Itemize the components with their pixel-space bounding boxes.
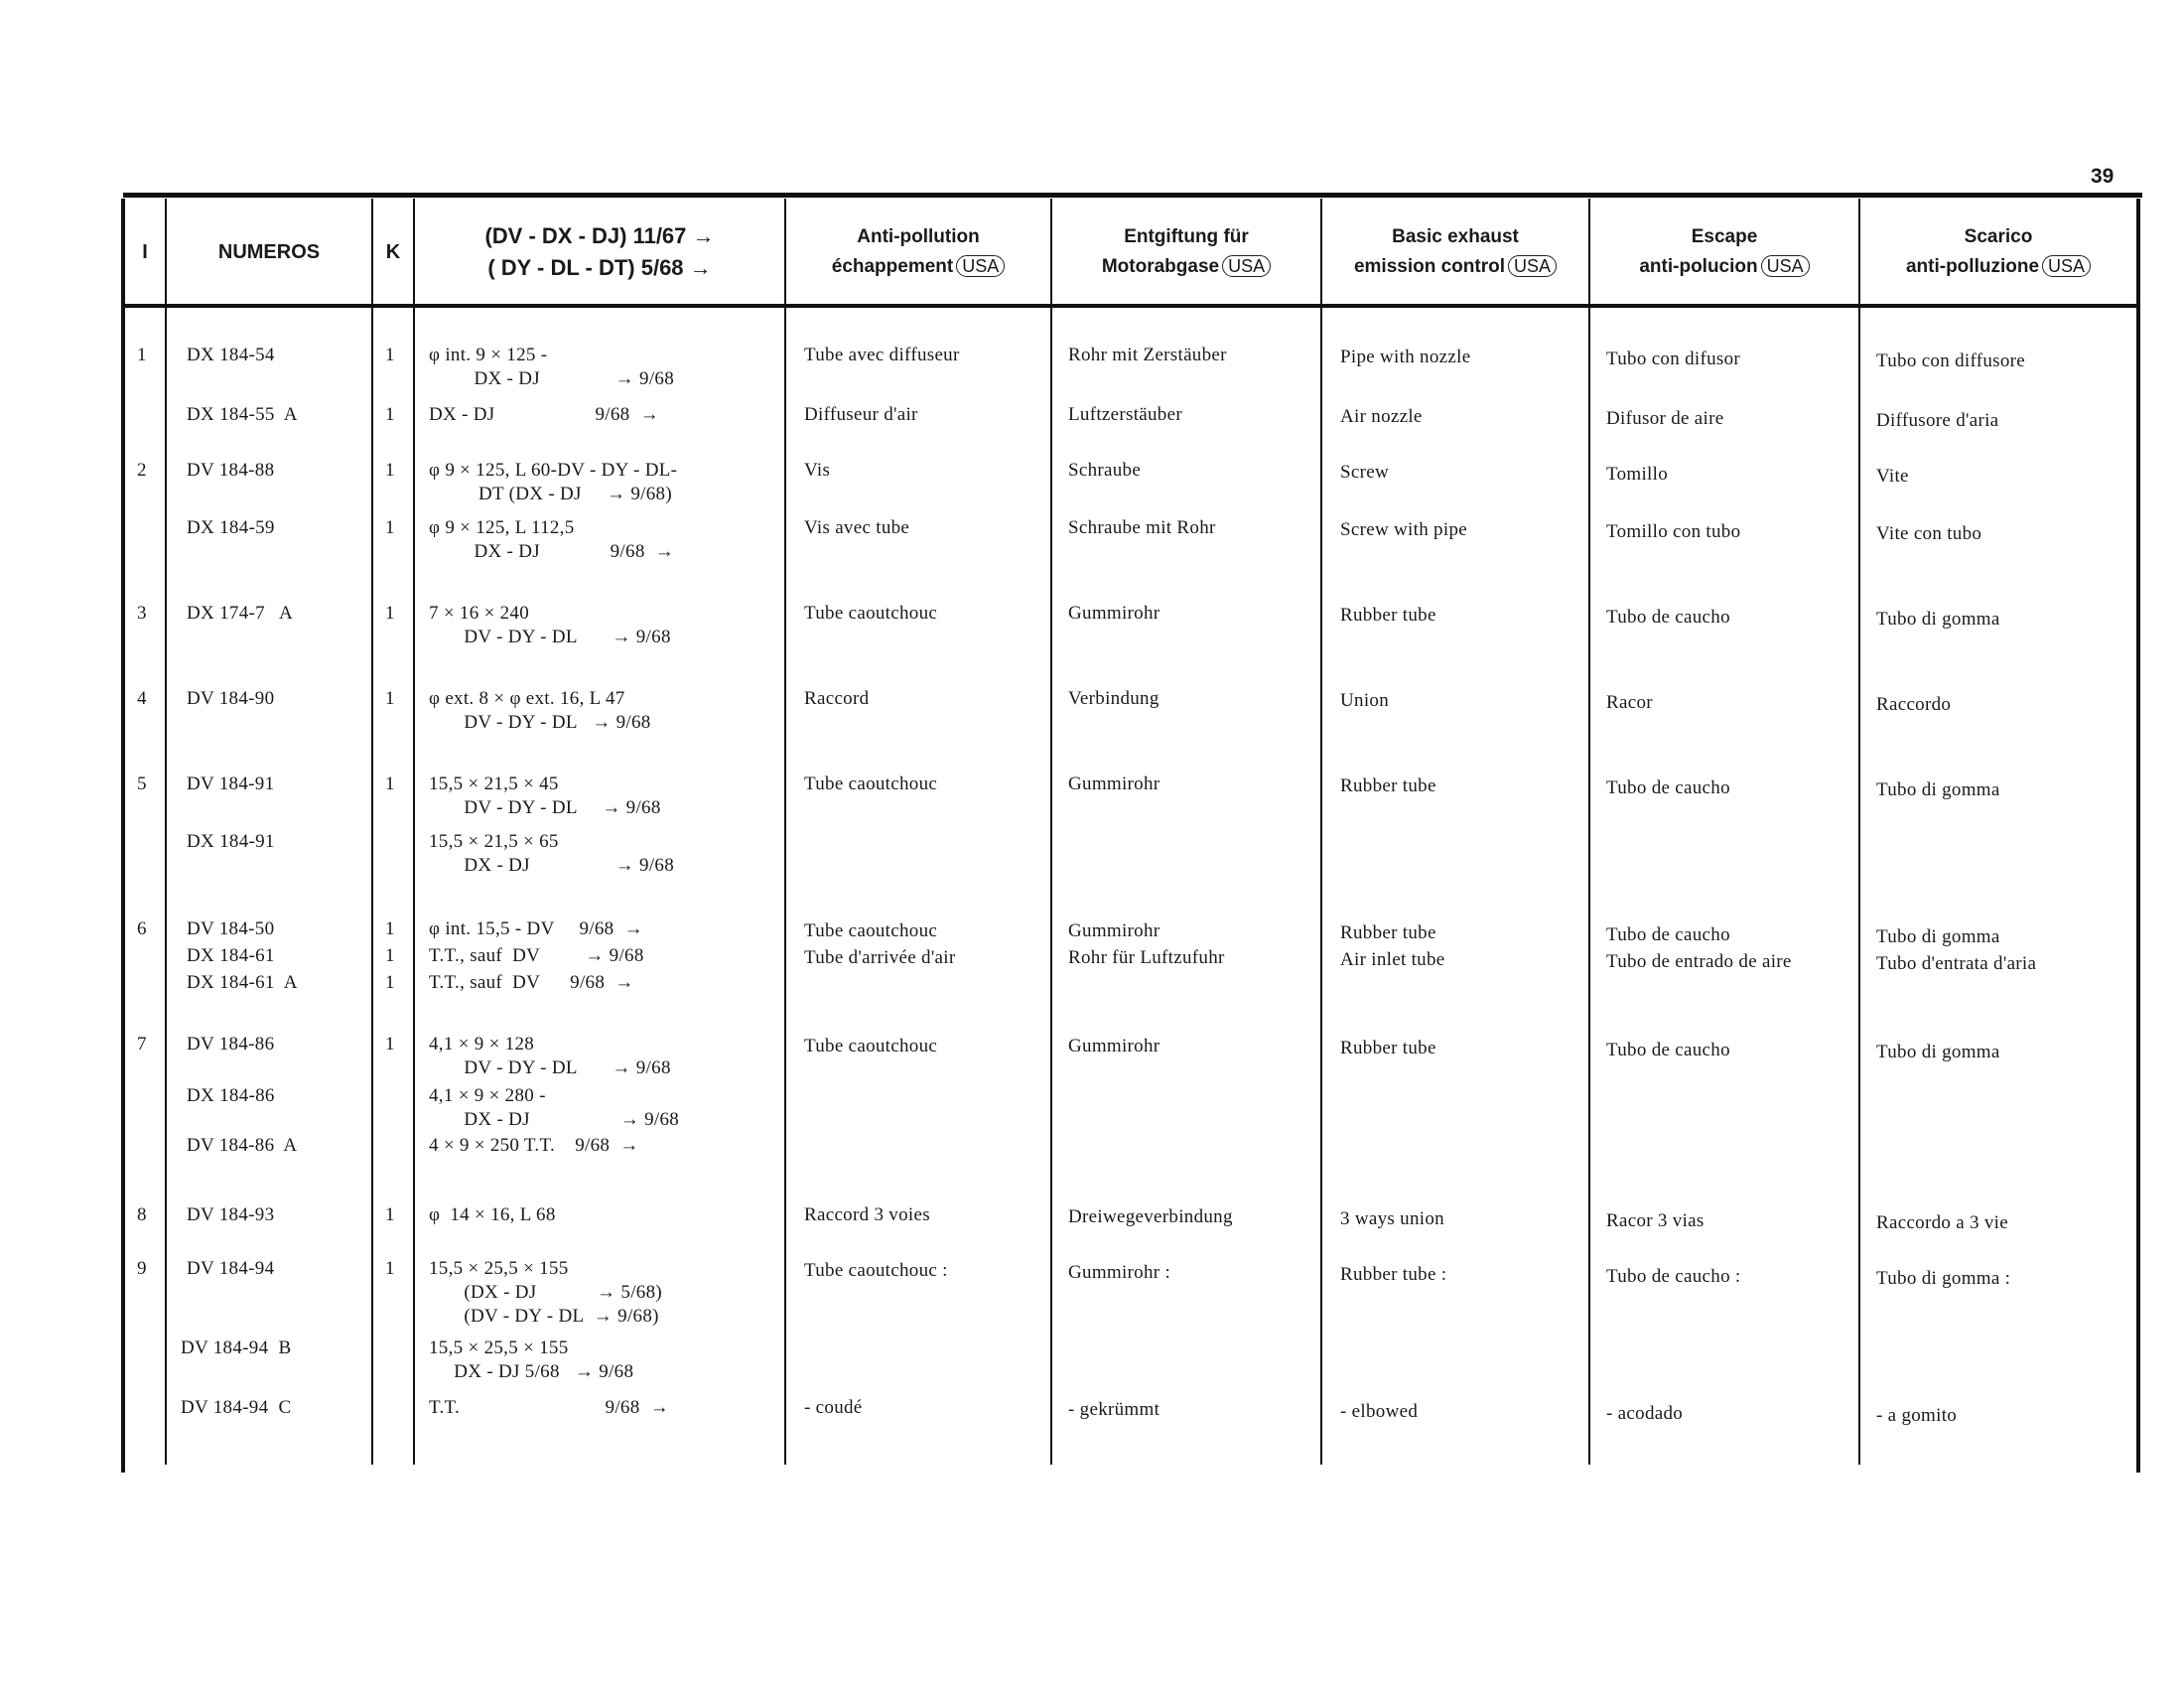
row-desc-line: φ ext. 8 × φ ext. 16, L 47 (429, 688, 625, 709)
header-italian: Scarico anti-polluzione USA (1860, 205, 2136, 300)
row-desc-line: T.T., sauf DV 9/68 → (429, 972, 634, 993)
part-number: DV 184-86 (187, 1034, 275, 1055)
row-french: Tube d'arrivée d'air (804, 947, 956, 968)
row-spanish: Tubo con difusor (1606, 349, 1740, 369)
row-english: Air nozzle (1340, 406, 1423, 427)
header-k: K (385, 241, 401, 263)
part-number: DX 184-61 (187, 945, 275, 966)
row-italian: Tubo d'entrata d'aria (1876, 953, 2037, 974)
row-italian: Raccordo (1876, 694, 1952, 715)
row-italian: Tubo con diffusore (1876, 351, 2026, 371)
row-german: Schraube mit Rohr (1068, 517, 1216, 538)
page-number: 39 (2091, 165, 2115, 188)
row-spanish: Racor (1606, 692, 1653, 713)
column-divider (1858, 199, 1860, 1465)
header-bottom-rule (125, 304, 2138, 308)
row-italian: Vite (1876, 466, 1909, 487)
row-spanish: Tubo de caucho (1606, 607, 1730, 628)
row-desc-line: 15,5 × 21,5 × 65 (429, 831, 559, 852)
row-desc-line: 7 × 16 × 240 (429, 603, 530, 624)
part-number: DV 184-94 (187, 1258, 275, 1279)
row-desc-line: DV - DY - DL → 9/68 (429, 1057, 671, 1078)
row-index: 6 (137, 918, 147, 939)
row-italian: Tubo di gomma (1876, 779, 2000, 800)
row-desc-line: φ 9 × 125, L 60-DV - DY - DL- (429, 460, 678, 481)
row-italian: Diffusore d'aria (1876, 410, 1999, 431)
row-desc-line: φ int. 9 × 125 - (429, 345, 548, 365)
row-qty: 1 (385, 603, 395, 624)
row-french: Vis avec tube (804, 517, 910, 538)
row-desc-line: 15,5 × 21,5 × 45 (429, 774, 559, 794)
usa-badge: USA (1508, 255, 1557, 277)
part-number: DX 184-59 (187, 517, 275, 538)
row-spanish: Tubo de caucho (1606, 924, 1730, 945)
row-french: Tube avec diffuseur (804, 345, 960, 365)
row-spanish: Tubo de caucho (1606, 777, 1730, 798)
row-english: Pipe with nozzle (1340, 347, 1471, 367)
column-divider (165, 199, 167, 1465)
row-english: Air inlet tube (1340, 949, 1445, 970)
row-spanish: Difusor de aire (1606, 408, 1724, 429)
row-german: Rohr für Luftzufuhr (1068, 947, 1225, 968)
part-number: DX 184-54 (187, 345, 275, 365)
row-desc-line: DX - DJ 9/68 → (429, 541, 675, 562)
part-number: DX 184-91 (187, 831, 275, 852)
column-divider (1050, 199, 1052, 1465)
row-spanish: Tubo de caucho : (1606, 1266, 1741, 1287)
row-spanish: Tomillo (1606, 464, 1668, 485)
row-index: 9 (137, 1258, 147, 1279)
part-number: DX 174-7 A (187, 603, 294, 624)
row-desc-line: 15,5 × 25,5 × 155 (429, 1337, 569, 1358)
row-desc-line: DV - DY - DL → 9/68 (429, 627, 671, 647)
part-number: DX 184-61 A (187, 972, 298, 993)
row-french: Tube caoutchouc (804, 920, 938, 941)
row-index: 5 (137, 774, 147, 794)
row-desc-line: DX - DJ → 9/68 (429, 855, 675, 876)
row-qty: 1 (385, 945, 395, 966)
row-german: Gummirohr (1068, 603, 1160, 624)
row-french: Raccord (804, 688, 870, 709)
row-qty: 1 (385, 918, 395, 939)
row-english: - elbowed (1340, 1401, 1419, 1422)
row-italian: Tubo di gomma : (1876, 1268, 2011, 1289)
row-french: - coudé (804, 1397, 863, 1418)
row-french: Diffuseur d'air (804, 404, 918, 425)
row-french: Tube caoutchouc (804, 603, 938, 624)
row-index: 8 (137, 1204, 147, 1225)
row-italian: Tubo di gomma (1876, 926, 2000, 947)
row-index: 1 (137, 345, 147, 365)
row-index: 3 (137, 603, 147, 624)
table-left-border (121, 199, 125, 1473)
table-top-rule (123, 193, 2142, 198)
row-qty: 1 (385, 517, 395, 538)
column-divider (371, 199, 373, 1465)
row-spanish: - acodado (1606, 1403, 1684, 1424)
row-desc-line: 4 × 9 × 250 T.T. 9/68 → (429, 1135, 639, 1156)
row-english: Rubber tube (1340, 605, 1436, 626)
part-number: DV 184-86 A (187, 1135, 298, 1156)
part-number: DV 184-94 B (181, 1337, 292, 1358)
row-german: - gekrümmt (1068, 1399, 1160, 1420)
row-french: Raccord 3 voies (804, 1204, 930, 1225)
header-index: I (142, 241, 148, 263)
part-number: DV 184-94 C (181, 1397, 292, 1418)
usa-badge: USA (2042, 255, 2091, 277)
row-index: 4 (137, 688, 147, 709)
row-english: Union (1340, 690, 1389, 711)
usa-badge: USA (956, 255, 1005, 277)
row-german: Gummirohr : (1068, 1262, 1171, 1283)
row-qty: 1 (385, 1258, 395, 1279)
row-desc-line: DX - DJ 5/68 → 9/68 (429, 1361, 634, 1382)
row-desc-line: DV - DY - DL → 9/68 (429, 712, 651, 733)
row-qty: 1 (385, 404, 395, 425)
column-divider (1320, 199, 1322, 1465)
row-english: Rubber tube (1340, 922, 1436, 943)
row-desc-line: DX - DJ → 9/68 (429, 368, 675, 389)
row-german: Dreiwegeverbindung (1068, 1206, 1233, 1227)
row-english: Rubber tube (1340, 775, 1436, 796)
table-right-border (2136, 199, 2140, 1473)
row-french: Tube caoutchouc (804, 1036, 938, 1056)
header-german: Entgiftung für Motorabgase USA (1052, 205, 1320, 300)
row-spanish: Racor 3 vias (1606, 1210, 1705, 1231)
part-number: DV 184-93 (187, 1204, 275, 1225)
row-italian: Tubo di gomma (1876, 1042, 2000, 1062)
row-german: Luftzerstäuber (1068, 404, 1182, 425)
row-desc-line: T.T. 9/68 → (429, 1397, 669, 1418)
row-qty: 1 (385, 1204, 395, 1225)
row-desc-line: DX - DJ → 9/68 (429, 1109, 680, 1130)
usa-badge: USA (1222, 255, 1271, 277)
row-french: Tube caoutchouc : (804, 1260, 948, 1281)
row-qty: 1 (385, 774, 395, 794)
row-desc-line: φ int. 15,5 - DV 9/68 → (429, 918, 643, 939)
row-qty: 1 (385, 460, 395, 481)
row-desc-line: (DX - DJ → 5/68) (429, 1282, 663, 1303)
row-english: Screw (1340, 462, 1389, 483)
row-german: Schraube (1068, 460, 1142, 481)
row-qty: 1 (385, 1034, 395, 1055)
column-divider (413, 199, 415, 1465)
row-desc-line: DV - DY - DL → 9/68 (429, 797, 661, 818)
part-number: DV 184-91 (187, 774, 275, 794)
row-spanish: Tomillo con tubo (1606, 521, 1741, 542)
row-french: Tube caoutchouc (804, 774, 938, 794)
row-spanish: Tubo de caucho (1606, 1040, 1730, 1060)
part-number: DV 184-90 (187, 688, 275, 709)
row-italian: Tubo di gomma (1876, 609, 2000, 630)
header-models: (DV - DX - DJ) 11/67 → ( DY - DL - DT) 5/68 → (484, 223, 715, 280)
row-english: Screw with pipe (1340, 519, 1467, 540)
row-qty: 1 (385, 972, 395, 993)
column-divider (784, 199, 786, 1465)
part-number: DV 184-50 (187, 918, 275, 939)
header-numeros: NUMEROS (217, 241, 321, 263)
row-desc-line: φ 9 × 125, L 112,5 (429, 517, 575, 538)
part-number: DX 184-86 (187, 1085, 275, 1106)
row-german: Rohr mit Zerstäuber (1068, 345, 1227, 365)
row-italian: - a gomito (1876, 1405, 1958, 1426)
row-spanish: Tubo de entrado de aire (1606, 951, 1792, 972)
row-qty: 1 (385, 345, 395, 365)
header-spanish: Escape anti-polucion USA (1590, 205, 1858, 300)
row-index: 2 (137, 460, 147, 481)
row-german: Gummirohr (1068, 920, 1160, 941)
row-french: Vis (804, 460, 831, 481)
row-qty: 1 (385, 688, 395, 709)
row-desc-line: 4,1 × 9 × 280 - (429, 1085, 546, 1106)
row-italian: Raccordo a 3 vie (1876, 1212, 2008, 1233)
row-index: 7 (137, 1034, 147, 1055)
row-italian: Vite con tubo (1876, 523, 1982, 544)
part-number: DV 184-88 (187, 460, 275, 481)
row-desc-line: T.T., sauf DV → 9/68 (429, 945, 644, 966)
row-desc-line: 4,1 × 9 × 128 (429, 1034, 535, 1055)
parts-table (117, 193, 2142, 1467)
row-german: Gummirohr (1068, 1036, 1160, 1056)
usa-badge: USA (1761, 255, 1810, 277)
row-english: Rubber tube : (1340, 1264, 1447, 1285)
row-english: 3 ways union (1340, 1208, 1444, 1229)
row-german: Verbindung (1068, 688, 1160, 709)
part-number: DX 184-55 A (187, 404, 298, 425)
row-desc-line: φ 14 × 16, L 68 (429, 1204, 556, 1225)
row-german: Gummirohr (1068, 774, 1160, 794)
row-desc-line: 15,5 × 25,5 × 155 (429, 1258, 569, 1279)
column-divider (1588, 199, 1590, 1465)
row-desc-line: DT (DX - DJ → 9/68) (478, 484, 672, 504)
header-english: Basic exhaust emission control USA (1322, 205, 1588, 300)
header-french: Anti-pollution échappement USA (786, 205, 1050, 300)
row-desc-line: (DV - DY - DL → 9/68) (429, 1306, 659, 1327)
row-desc-line: DX - DJ 9/68 → (429, 404, 659, 425)
row-english: Rubber tube (1340, 1038, 1436, 1058)
